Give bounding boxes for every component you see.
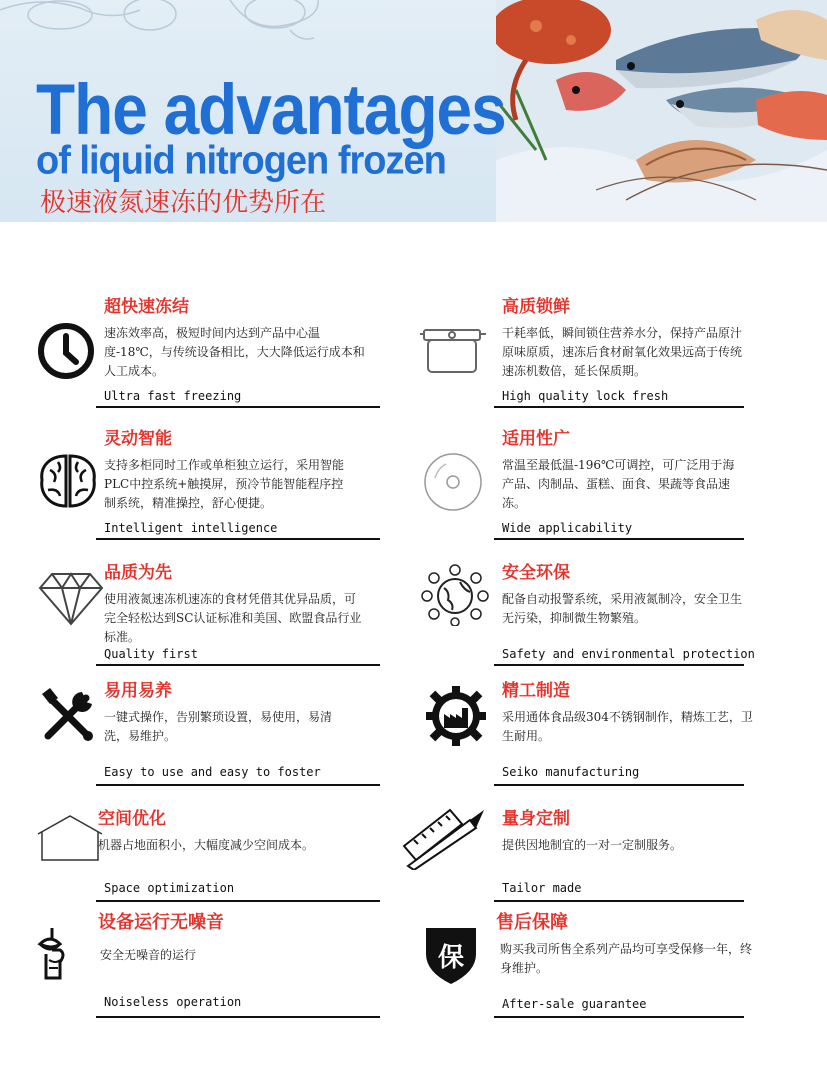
feature-english-label: Safety and environmental protection <box>502 647 755 661</box>
seafood-photo <box>496 0 827 222</box>
feature-description: 常温至最低温-196℃可调控，可广泛用于海产品、肉制品、蛋糕、面食、果蔬等食品速冻。 <box>502 458 735 510</box>
divider <box>96 538 380 540</box>
page-subtitle: 极速液氮速冻的优势所在 <box>40 188 327 218</box>
feature-description: 机器占地面积小，大幅度减少空间成本。 <box>98 838 315 852</box>
feature-heading: 品质为先 <box>104 563 172 583</box>
house-icon <box>36 810 106 872</box>
feature-heading: 安全环保 <box>502 563 570 583</box>
header-banner <box>0 0 827 222</box>
feature-description: 使用液氮速冻机速冻的食材凭借其优异品质，可完全轻松达到SC认证标准和美国、欧盟食品行业标准。 <box>104 592 362 644</box>
food-container-icon <box>418 318 488 380</box>
feature-heading: 售后保障 <box>496 912 568 933</box>
feature-english-label: Tailor made <box>502 881 582 895</box>
feature-english-label: Easy to use and easy to foster <box>104 765 321 779</box>
feature-heading: 易用易养 <box>104 681 172 701</box>
divider <box>96 900 380 902</box>
divider <box>96 1016 380 1018</box>
diamond-icon <box>36 568 106 630</box>
shield-character: 保 <box>437 943 465 973</box>
feature-heading: 精工制造 <box>502 681 570 701</box>
feature-description: 一键式操作，告别繁琐设置，易使用，易清洗，易维护。 <box>104 710 333 743</box>
divider <box>96 664 380 666</box>
feature-description: 配备自动报警系统，采用液氮制冷，安全卫生无污染，抑制微生物繁殖。 <box>502 592 743 625</box>
feature-description: 采用通体食品级304不锈钢制作，精炼工艺，卫生耐用。 <box>502 710 753 743</box>
eco-globe-icon <box>420 564 490 626</box>
disc-icon <box>420 450 490 512</box>
sketch-decoration <box>0 0 330 70</box>
silence-gesture-icon <box>36 924 106 986</box>
feature-wide-applicability <box>434 428 794 558</box>
feature-english-label: Quality first <box>104 647 198 661</box>
feature-description: 干耗率低，瞬间锁住营养水分，保持产品原汁原味原质，速冻后食材耐氧化效果远高于传统速冻机数倍，延长保质期。 <box>502 326 743 378</box>
feature-safety-environmental <box>434 562 794 692</box>
divider <box>96 784 380 786</box>
feature-english-label: Intelligent intelligence <box>104 521 278 535</box>
feature-heading: 设备运行无噪音 <box>98 912 224 933</box>
feature-english-label: Wide applicability <box>502 521 633 535</box>
feature-description: 安全无噪音的运行 <box>100 948 197 962</box>
feature-noiseless-operation <box>36 912 396 1042</box>
divider <box>494 406 744 408</box>
feature-seiko-manufacturing <box>434 680 794 810</box>
feature-ultra-fast-freezing <box>36 296 396 426</box>
page-title-line-2: of liquid nitrogen frozen <box>36 139 446 184</box>
divider <box>494 1016 744 1018</box>
feature-heading: 适用性广 <box>502 429 570 449</box>
feature-description: 提供因地制宜的一对一定制服务。 <box>502 838 683 852</box>
feature-after-sale-guarantee <box>434 912 794 1042</box>
feature-heading: 量身定制 <box>502 809 570 829</box>
feature-english-label: Noiseless operation <box>104 995 242 1009</box>
feature-description: 支持多柜同时工作或单柜独立运行，采用智能PLC中控系统+触摸屏，预冷节能智能程序控制系统，精准操控，舒心便捷。 <box>104 458 345 510</box>
feature-english-label: High quality lock fresh <box>502 389 669 403</box>
ruler-pencil-icon <box>400 808 486 870</box>
divider <box>494 900 744 902</box>
feature-english-label: Ultra fast freezing <box>104 389 242 403</box>
feature-quality-first <box>36 562 396 692</box>
feature-easy-to-use <box>36 680 396 810</box>
feature-heading: 超快速冻结 <box>104 297 189 317</box>
feature-heading: 灵动智能 <box>104 429 172 449</box>
divider <box>494 784 744 786</box>
feature-english-label: Space optimization <box>104 881 235 895</box>
feature-intelligent-intelligence <box>36 428 396 558</box>
tools-icon <box>36 684 106 746</box>
divider <box>494 538 744 540</box>
feature-high-quality-lock-fresh <box>434 296 794 426</box>
divider <box>494 664 744 666</box>
feature-description: 速冻效率高，极短时间内达到产品中心温度-18℃，与传统设备相比，大大降低运行成本和人工成本。 <box>104 326 365 378</box>
feature-description: 购买我司所售全系列产品均可享受保修一年，终身维护。 <box>500 942 753 975</box>
factory-gear-icon <box>422 684 492 746</box>
feature-heading: 高质锁鲜 <box>502 297 570 317</box>
clock-icon <box>36 318 106 380</box>
feature-heading: 空间优化 <box>98 809 166 829</box>
shield-icon <box>418 924 488 986</box>
feature-english-label: Seiko manufacturing <box>502 765 640 779</box>
divider <box>96 406 380 408</box>
page-title: The advantages <box>36 68 506 150</box>
brain-icon <box>36 450 106 512</box>
feature-english-label: After-sale guarantee <box>502 997 647 1011</box>
